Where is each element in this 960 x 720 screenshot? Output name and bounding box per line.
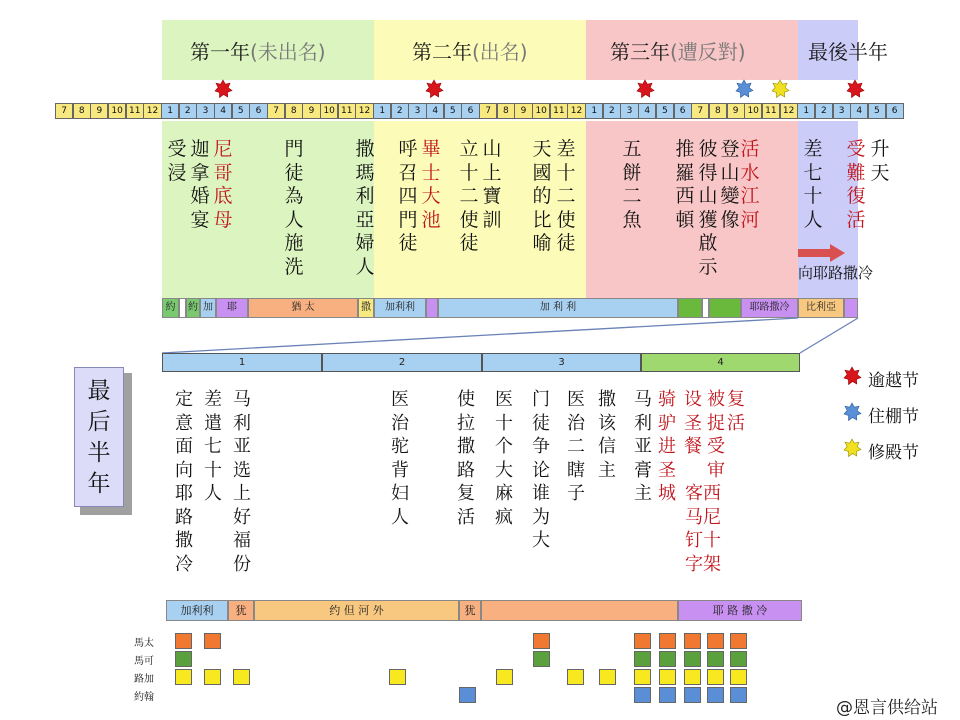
quarter-4: 4	[641, 353, 800, 372]
event-mary-anoints: 马利亚膏主	[634, 389, 652, 504]
event-nicodemus: 尼哥底母	[213, 138, 233, 231]
year3-title: 第三年(遭反對)	[610, 40, 746, 64]
passover-star-icon	[842, 366, 862, 386]
gospel-square-luke	[659, 669, 676, 685]
month-cell: 10	[744, 103, 762, 119]
gospel-square-mark	[175, 651, 192, 667]
month-cell: 6	[249, 103, 267, 119]
gospel-square-john	[684, 687, 701, 703]
gospel-square-luke	[496, 669, 513, 685]
month-cell: 12	[567, 103, 585, 119]
gospel-square-matthew	[533, 633, 550, 649]
month-cell: 3	[196, 103, 214, 119]
event-samaritan-woman: 撒瑪利亞婦人	[355, 138, 375, 278]
event-ten-lepers: 医十个大麻疯	[495, 389, 513, 528]
event-send-seventy: 差七十人	[803, 138, 823, 231]
month-cell: 6	[461, 103, 479, 119]
event-cana-wedding: 迦拿婚宴	[190, 138, 210, 231]
event-twelve-apostles: 立十二使徒	[459, 138, 479, 254]
gospel-mark: 馬可	[134, 656, 154, 667]
event-zacchaeus: 撒该信主	[598, 389, 616, 481]
month-cell: 3	[833, 103, 851, 119]
gospel-square-matthew	[204, 633, 221, 649]
region-judea-john: 約	[162, 298, 179, 318]
month-cell: 7	[55, 103, 73, 119]
event-bethesda-pool: 畢士大池	[421, 138, 441, 231]
gospel-square-matthew	[684, 633, 701, 649]
event-send-seventy-b: 差遣七十人	[204, 389, 222, 504]
month-cell: 2	[391, 103, 409, 119]
event-gethsemane-crucifixion	[683, 482, 723, 576]
month-cell: 10	[532, 103, 550, 119]
legend-passover-label: 逾越节	[868, 371, 919, 391]
month-cell: 4	[426, 103, 444, 119]
tabernacles-star-icon	[842, 402, 862, 422]
gospel-square-matthew	[659, 633, 676, 649]
month-cell: 8	[497, 103, 515, 119]
event-passion-resurrection: 受難復活	[846, 138, 866, 231]
gospel-square-john	[730, 687, 747, 703]
month-cell: 10	[108, 103, 126, 119]
region-b-perea: 约 但 河 外	[254, 600, 459, 621]
month-cell: 1	[797, 103, 815, 119]
month-cell: 9	[90, 103, 108, 119]
month-cell: 9	[514, 103, 532, 119]
region-galilee-1: 加利利	[374, 298, 426, 318]
region-jerusalem-short: 耶	[216, 298, 248, 318]
quarter-1: 1	[162, 353, 322, 372]
event-tyre-sidon: 推羅西頓	[675, 138, 695, 231]
gospel-square-matthew	[634, 633, 651, 649]
gospel-square-luke	[730, 669, 747, 685]
month-cell: 12	[143, 103, 161, 119]
gospel-square-mark	[707, 651, 724, 667]
region-perea: 比利亞	[798, 298, 844, 318]
region-b-judea: 犹	[228, 600, 254, 621]
year1-title: 第一年(未出名)	[190, 40, 326, 64]
month-cell: 11	[550, 103, 568, 119]
extra-line-3: 钉十	[685, 530, 721, 551]
event-ascension: 升天	[870, 138, 890, 184]
gospel-square-john	[459, 687, 476, 703]
month-cell: 1	[161, 103, 179, 119]
gospel-square-mark	[659, 651, 676, 667]
region-b-judea-2: 犹	[459, 600, 481, 621]
region-jerusalem: 耶路撒冷	[741, 298, 798, 318]
gospel-square-john	[659, 687, 676, 703]
month-cell: 2	[179, 103, 197, 119]
month-cell: 8	[285, 103, 303, 119]
event-last-supper: 设圣餐	[684, 389, 702, 457]
event-call-four-disciples: 呼召四門徒	[398, 138, 418, 254]
month-cell: 1	[585, 103, 603, 119]
month-cell: 4	[850, 103, 868, 119]
month-cell: 5	[444, 103, 462, 119]
region-judea: 猶 太	[248, 298, 358, 318]
gospel-square-john	[634, 687, 651, 703]
extra-line-1: 客西	[685, 483, 721, 504]
month-cell: 2	[603, 103, 621, 119]
month-cell: 7	[479, 103, 497, 119]
event-peter-revelation: 彼得山獲啟示	[698, 138, 718, 278]
gospel-square-mark	[730, 651, 747, 667]
event-send-twelve: 差十二使徒	[556, 138, 576, 254]
extra-line-4: 字架	[685, 553, 721, 575]
event-heal-two-blind: 医治二瞎子	[567, 389, 585, 504]
month-cell: 5	[656, 103, 674, 119]
month-cell: 2	[815, 103, 833, 119]
gospel-luke: 路加	[134, 674, 154, 685]
quarter-3: 3	[482, 353, 641, 372]
gospel-square-luke	[204, 669, 221, 685]
gospel-john: 約翰	[134, 692, 154, 703]
region-b-perea-2	[481, 600, 678, 621]
month-cell: 9	[302, 103, 320, 119]
month-cell: 11	[762, 103, 780, 119]
event-set-face-jerusalem: 定意面向耶路撒冷	[175, 389, 193, 575]
half-year-label: 最后半年	[87, 378, 111, 497]
event-mary-good-part: 马利亚选上好福份	[233, 389, 251, 575]
quarter-2: 2	[322, 353, 482, 372]
event-living-water: 活水江河	[740, 138, 760, 231]
month-cell: 3	[408, 103, 426, 119]
dedication-star-icon	[842, 438, 862, 458]
month-cell: 9	[727, 103, 745, 119]
event-disciples-baptize: 門徒為人施洗	[284, 138, 304, 278]
month-cell: 6	[886, 103, 904, 119]
gospel-square-luke	[707, 669, 724, 685]
event-arrest-trial: 被捉受审	[707, 389, 725, 481]
month-cell: 3	[620, 103, 638, 119]
month-cell: 11	[126, 103, 144, 119]
month-cell: 12	[780, 103, 798, 119]
region-galilee-short: 加	[200, 298, 216, 318]
watermark: @恩言供给站	[836, 698, 938, 718]
legend-dedication-label: 修殿节	[868, 443, 919, 463]
month-cell: 8	[73, 103, 91, 119]
gospel-square-mark	[684, 651, 701, 667]
legend-tabernacles-label: 住棚节	[868, 407, 919, 427]
month-cell: 6	[674, 103, 692, 119]
half-year-title: 最後半年	[808, 40, 888, 64]
region-b-galilee: 加利利	[166, 600, 228, 621]
event-baptism: 受浸	[167, 138, 187, 184]
region-galilee-2: 加 利 利	[438, 298, 678, 318]
month-cell: 4	[214, 103, 232, 119]
event-transfiguration: 登山變像	[720, 138, 740, 231]
event-triumphal-entry: 骑驴进圣城	[658, 389, 676, 504]
gospel-square-matthew	[707, 633, 724, 649]
month-cell: 10	[320, 103, 338, 119]
month-cell: 7	[267, 103, 285, 119]
gospel-square-luke	[634, 669, 651, 685]
month-cell: 8	[709, 103, 727, 119]
gospel-matthew: 馬太	[134, 638, 154, 649]
month-cell: 12	[355, 103, 373, 119]
toward-jerusalem-label: 向耶路撒冷	[798, 264, 874, 282]
gospel-square-matthew	[730, 633, 747, 649]
month-cell: 5	[868, 103, 886, 119]
gospel-square-john	[707, 687, 724, 703]
event-five-loaves: 五餅二魚	[622, 138, 642, 231]
gospel-square-luke	[233, 669, 250, 685]
event-heal-bent-woman: 医治驼背妇人	[391, 389, 409, 528]
event-who-is-greatest: 门徒争论谁为大	[532, 389, 550, 551]
event-sermon-on-mount: 山上寶訓	[482, 138, 502, 231]
event-raise-lazarus: 使拉撒路复活	[457, 389, 475, 528]
gospel-square-luke	[175, 669, 192, 685]
gospel-square-mark	[634, 651, 651, 667]
gospel-square-luke	[567, 669, 584, 685]
event-kingdom-parables: 天國的比喻	[532, 138, 552, 254]
year2-title: 第二年(出名)	[412, 40, 528, 64]
month-cell: 4	[638, 103, 656, 119]
region-b-jerusalem: 耶 路 撒 冷	[678, 600, 802, 621]
extra-line-2: 马尼	[685, 506, 721, 528]
month-cell: 1	[373, 103, 391, 119]
region-samaria: 撒	[358, 298, 374, 318]
region-judea-john-2: 約	[186, 298, 200, 318]
gospel-square-luke	[389, 669, 406, 685]
month-cell: 7	[691, 103, 709, 119]
gospel-square-matthew	[175, 633, 192, 649]
event-resurrection: 复活	[727, 389, 745, 434]
gospel-square-luke	[684, 669, 701, 685]
month-cell: 11	[338, 103, 356, 119]
gospel-square-luke	[599, 669, 616, 685]
month-cell: 5	[232, 103, 250, 119]
gospel-square-mark	[533, 651, 550, 667]
